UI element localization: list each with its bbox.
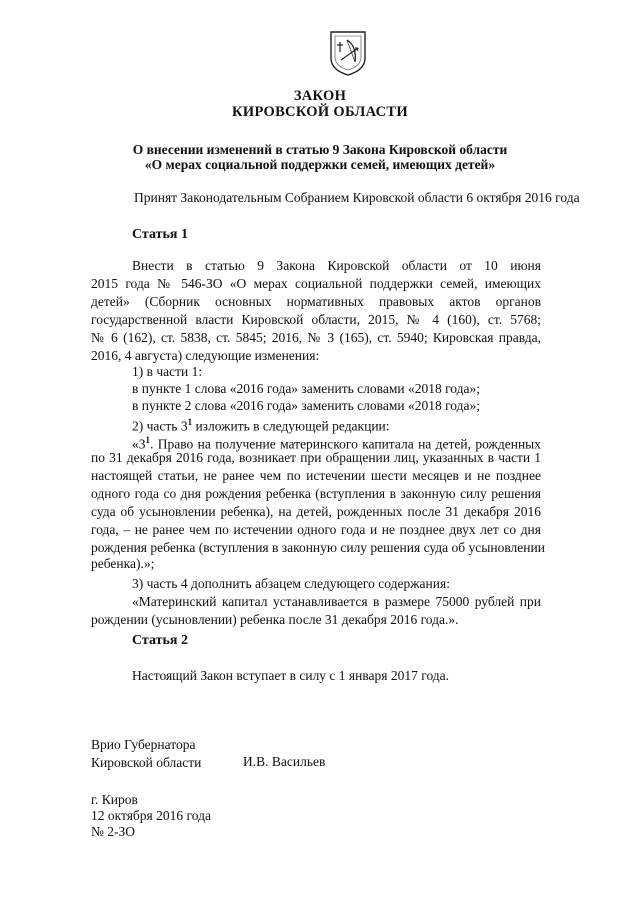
article-2-heading: Статья 2 <box>132 633 188 648</box>
article-1-line: «Материнский капитал устанавливается в размере 75000 рублей при <box>132 594 541 609</box>
signatory-title-1: Врио Губернатора <box>91 737 196 752</box>
article-1-line: государственной власти Кировской области, 2015, № 4 (160), ст. 5768; <box>91 312 541 327</box>
article-1-line: 2015 года № 546-ЗО «О мерах социальной поддержки семей, имеющих <box>91 276 541 291</box>
article-1-line: в пункте 2 слова «2016 года» заменить словами «2018 года»; <box>132 398 481 413</box>
article-1-line: № 6 (162), ст. 5838, ст. 5845; 2016, № 3 (165), ст. 5940; Кировская правда, <box>91 330 541 345</box>
superscript: 1 <box>145 435 150 445</box>
article-1-line: одного года со дня рождения ребенка (вступления в законную силу решения <box>91 486 541 501</box>
article-1-line: по 31 декабря 2016 года, возникает при обращении лиц, указанных в части 1 <box>91 450 541 465</box>
article-1-line: суда об усыновлении ребенка), на детей, рожденных после 31 декабря 2016 <box>91 504 541 519</box>
subject-line-2: «О мерах социальной поддержки семей, имеющих детей» <box>144 157 496 172</box>
article-1-line: 2) часть $3^1$ изложить в следующей редакции: <box>132 417 390 434</box>
article-1-line: года, – не ранее чем по истечении одного года и не позднее двух лет со дня <box>91 522 541 537</box>
article-1-line: настоящей статьи, не ранее чем по истечении шести месяцев и не позднее <box>91 468 541 483</box>
article-1-line: ребенка).»; <box>91 556 155 571</box>
date: 12 октября 2016 года <box>91 808 211 823</box>
article-2-text: Настоящий Закон вступает в силу с 1 января 2017 года. <box>132 668 450 683</box>
signatory-title-2: Кировской области <box>91 755 202 770</box>
article-1-line: в пункте 1 слова «2016 года» заменить словами «2018 года»; <box>132 381 481 396</box>
article-1-line: детей» (Сборник основных нормативных правовых актов органов <box>91 294 541 309</box>
article-1-line: 1) в части 1: <box>132 364 203 379</box>
coat-of-arms-icon <box>329 30 367 76</box>
article-1-heading: Статья 1 <box>132 227 188 242</box>
article-1-line: рождения ребенка (вступления в законную силу решения суда об усыновлении <box>91 540 545 555</box>
law-title: ЗАКОН <box>293 88 347 104</box>
article-1-line: рождении (усыновлении) ребенка после 31 декабря 2016 года.». <box>91 612 459 627</box>
signatory-name: И.В. Васильев <box>243 754 326 769</box>
article-1-line: 3) часть 4 дополнить абзацем следующего содержания: <box>132 576 450 591</box>
article-1-line: Внести в статью 9 Закона Кировской области от 10 июня <box>132 258 541 273</box>
adoption-note: Принят Законодательным Собранием Кировской области 6 октября 2016 года <box>134 190 580 205</box>
place: г. Киров <box>91 792 138 807</box>
subject-line-1: О внесении изменений в статью 9 Закона Кировской области <box>132 142 508 157</box>
article-1-line: «$3^1$. Право на получение материнского капитала на детей, рожденных <box>132 435 541 452</box>
law-number: № 2-ЗО <box>91 824 136 839</box>
superscript: 1 <box>187 417 193 427</box>
article-1-line: 2016, 4 августа) следующие изменения: <box>91 348 320 363</box>
region-title: КИРОВСКОЙ ОБЛАСТИ <box>232 104 408 120</box>
